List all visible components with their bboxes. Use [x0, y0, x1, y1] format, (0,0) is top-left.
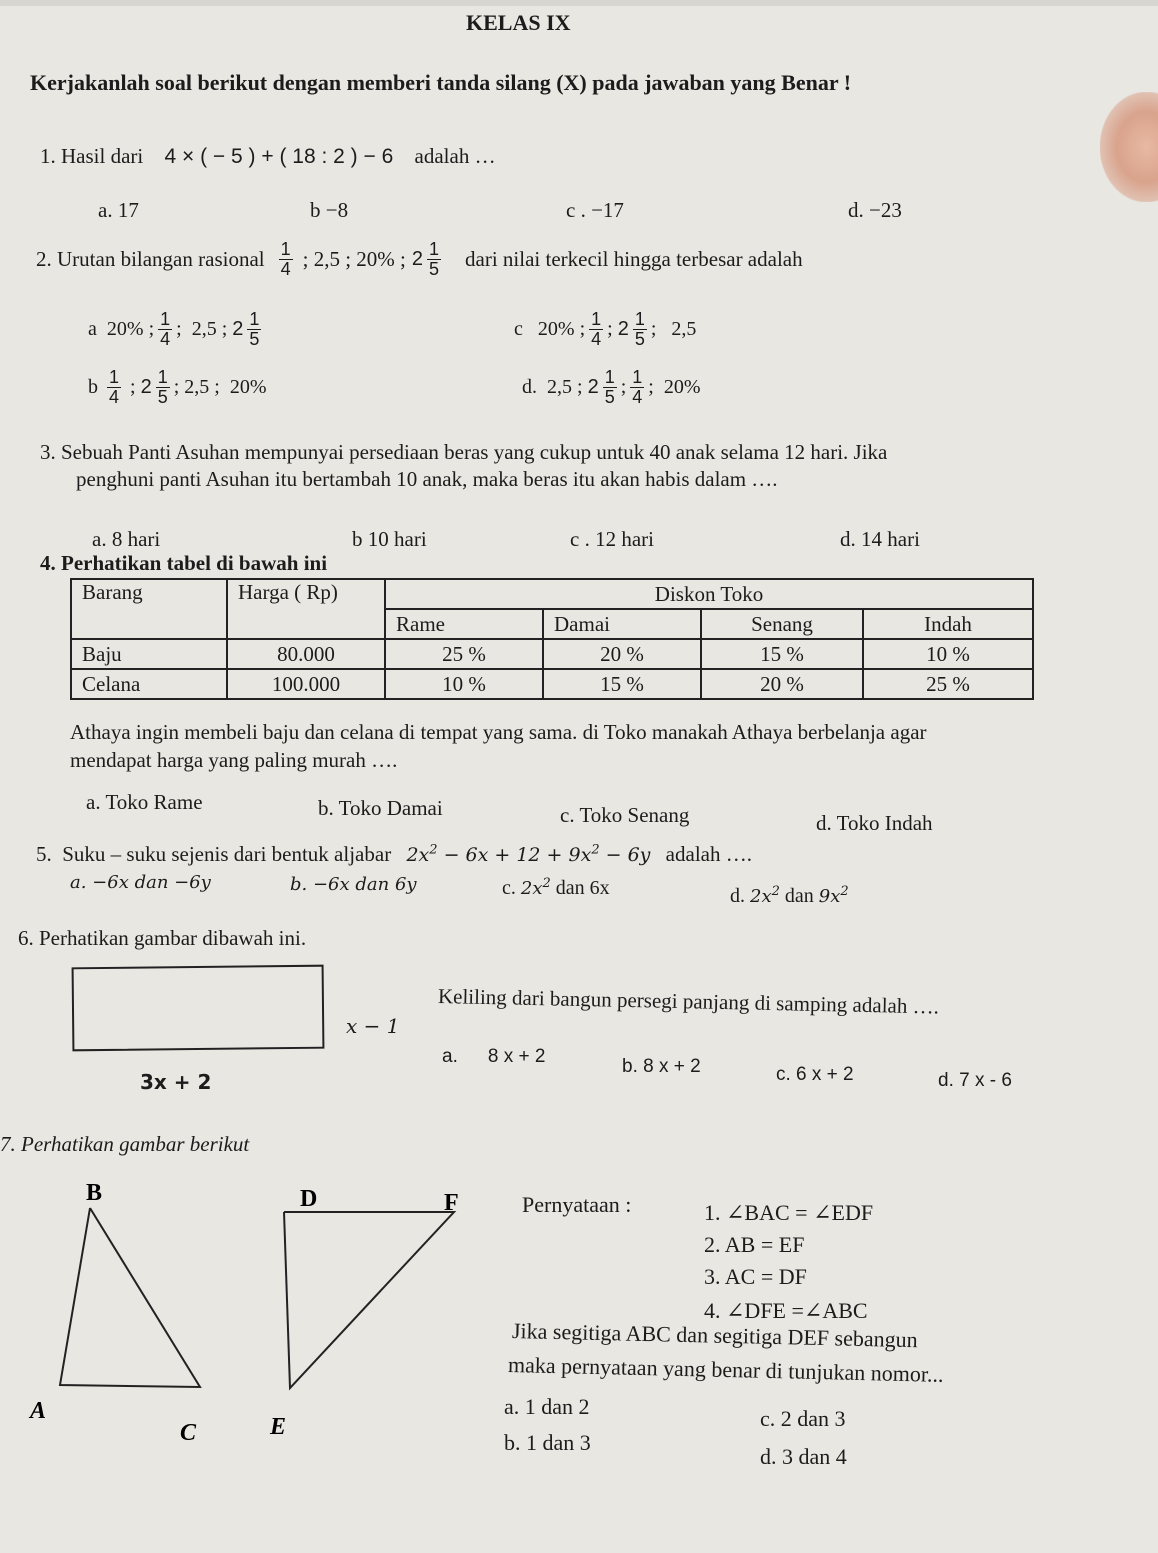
q1-line [40, 144, 496, 169]
q2-list: ; 2,5 ; 20% ; [302, 246, 406, 271]
q1-option-a[interactable]: a. 17 [98, 198, 139, 222]
cell-item: Baju [71, 639, 227, 669]
q6-option-a[interactable]: a. 8 x + 2 [442, 1046, 546, 1067]
q4-question-line1: Athaya ingin membeli baju dan celana di tempat yang sama. di Toko manakah Athaya berbelanja agar [70, 720, 927, 744]
q2-tail: dari nilai terkecil hingga terbesar adalah [465, 246, 803, 271]
q5-option-a[interactable]: a. −6x dan −6y [70, 872, 211, 893]
q4-option-b[interactable]: b. Toko Damai [318, 796, 443, 820]
q2-text: Urutan bilangan rasional [57, 246, 265, 271]
q5-expression: $2x^2 - 6x + 12 + 9x^2 - 6y$ [406, 842, 651, 866]
q7-question-line2: maka pernyataan yang benar di tunjukan nomor... [507, 1352, 944, 1387]
table-row [71, 669, 1033, 699]
q4-question-line2: mendapat harga yang paling murah …. [70, 748, 398, 772]
triangle-def [284, 1212, 454, 1388]
q7-option-d[interactable]: d. 3 dan 4 [760, 1444, 847, 1469]
q2-option-b[interactable]: b $\frac{1}{4}$ ; 2 $\frac{1}{5}$ ; 2,5 ; 20% [88, 367, 267, 407]
statement-3: 3. AC = DF [704, 1264, 807, 1289]
q4-option-a[interactable]: a. Toko Rame [86, 790, 203, 814]
q4-option-c[interactable]: c. Toko Senang [560, 803, 690, 827]
th-store: Senang [701, 609, 863, 639]
vertex-a: A [30, 1398, 47, 1424]
q5-line: 5. Suku – suku sejenis dari bentuk aljabar $2x^2 - 6x + 12 + 9x^2 - 6y$ adalah …. [36, 842, 752, 866]
statement-1: 1. ∠BAC = ∠EDF [704, 1200, 874, 1225]
q4-option-d[interactable]: d. Toko Indah [816, 811, 933, 835]
q6-option-b[interactable]: b. 8 x + 2 [622, 1056, 701, 1077]
th-store: Damai [543, 609, 701, 639]
q3-option-b[interactable]: b 10 hari [352, 527, 427, 551]
cell-disc: 20 % [701, 669, 863, 699]
q4-heading: 4. Perhatikan tabel di bawah ini [40, 551, 328, 575]
cell-disc: 25 % [385, 639, 543, 669]
cell-disc: 10 % [863, 639, 1033, 669]
q1-tail: adalah … [414, 144, 496, 168]
q3-line1: 3. Sebuah Panti Asuhan mempunyai persediaan beras yang cukup untuk 40 anak selama 12 hari. Jika [40, 440, 888, 464]
q2-fraction: $\frac{1}{4}$ [280, 239, 291, 279]
q3-option-d[interactable]: d. 14 hari [840, 527, 920, 551]
q2-line [36, 240, 803, 279]
q7-heading: 7. Perhatikan gambar berikut [0, 1132, 250, 1156]
statement-2: 2. AB = EF [704, 1232, 805, 1257]
q3-option-c[interactable]: c . 12 hari [570, 527, 654, 551]
q7-option-b[interactable]: b. 1 dan 3 [504, 1430, 591, 1455]
q1-option-b[interactable]: b −8 [310, 198, 349, 222]
vertex-f: F [444, 1190, 459, 1216]
q6-option-c[interactable]: c. 6 x + 2 [776, 1064, 854, 1085]
q7-question-line1: Jika segitiga ABC dan segitiga DEF sebangun [511, 1318, 918, 1353]
vertex-b: B [86, 1180, 103, 1206]
q2-mixed: 2 $\frac{1}{5}$ [411, 239, 440, 279]
instruction: Kerjakanlah soal berikut dengan memberi tanda silang (X) pada jawaban yang Benar ! [30, 70, 852, 95]
q6-heading: 6. Perhatikan gambar dibawah ini. [18, 926, 307, 950]
q5-option-d[interactable]: d. $2x^2$ dan $9x^2$ [730, 884, 849, 907]
q1-expression: 4 × ( − 5 ) + ( 18 : 2 ) − 6 [164, 145, 394, 168]
q5-option-c[interactable]: c. $2x^2$ dan 6x [502, 876, 610, 899]
q2-option-a[interactable]: a 20% ; $\frac{1}{4}$ ; 2,5 ; 2 $\frac{1}{5}$ [88, 309, 260, 349]
cell-price: 80.000 [227, 639, 385, 669]
statement-4: 4. ∠DFE =∠ABC [704, 1298, 868, 1323]
cell-disc: 15 % [701, 639, 863, 669]
th-store: Rame [385, 609, 543, 639]
q2-option-d[interactable]: d. 2,5 ; 2 $\frac{1}{5}$ ; $\frac{1}{4}$ ; 20% [522, 367, 701, 407]
q1-option-d[interactable]: d. −23 [848, 198, 902, 222]
discount-table [70, 578, 1034, 700]
triangles-figure [0, 1170, 520, 1450]
cell-item: Celana [71, 669, 227, 699]
q6-option-d[interactable]: d. 7 x - 6 [938, 1070, 1012, 1091]
q7-option-a[interactable]: a. 1 dan 2 [504, 1394, 590, 1419]
rectangle-figure [72, 965, 325, 1052]
q6-question: Keliling dari bangun persegi panjang di samping adalah …. [437, 984, 940, 1019]
rect-width-label: 3x + 2 [140, 1070, 212, 1094]
q3-line2: penghuni panti Asuhan itu bertambah 10 anak, maka beras itu akan habis dalam …. [76, 467, 778, 491]
thumb-shadow [1100, 92, 1158, 202]
q1-option-c[interactable]: c . −17 [566, 198, 624, 222]
cell-disc: 25 % [863, 669, 1033, 699]
vertex-d: D [300, 1186, 318, 1212]
table-row [71, 639, 1033, 669]
q7-option-c[interactable]: c. 2 dan 3 [760, 1406, 846, 1431]
q3-option-a[interactable]: a. 8 hari [92, 527, 161, 551]
rect-height-label: x − 1 [346, 1014, 400, 1038]
cell-disc: 10 % [385, 669, 543, 699]
cell-disc: 20 % [543, 639, 701, 669]
vertex-c: C [180, 1420, 197, 1446]
th-diskon: Diskon Toko [385, 579, 1033, 609]
class-title: KELAS IX [466, 10, 571, 35]
triangle-abc [60, 1208, 200, 1387]
th-harga: Harga ( Rp) [227, 579, 385, 639]
q1-text: Hasil dari [61, 144, 144, 168]
q5-option-b[interactable]: b. −6x dan 6y [290, 874, 417, 895]
cell-price: 100.000 [227, 669, 385, 699]
th-barang: Barang [71, 579, 227, 639]
cell-disc: 15 % [543, 669, 701, 699]
q2-number: 2. [36, 246, 52, 271]
q1-number: 1. [40, 144, 56, 168]
pernyataan-label: Pernyataan : [522, 1192, 632, 1217]
vertex-e: E [270, 1414, 287, 1440]
th-store: Indah [863, 609, 1033, 639]
q2-option-c[interactable]: c 20% ; $\frac{1}{4}$ ; 2 $\frac{1}{5}$ ; 2,5 [514, 309, 697, 349]
page-edge [0, 0, 1158, 6]
